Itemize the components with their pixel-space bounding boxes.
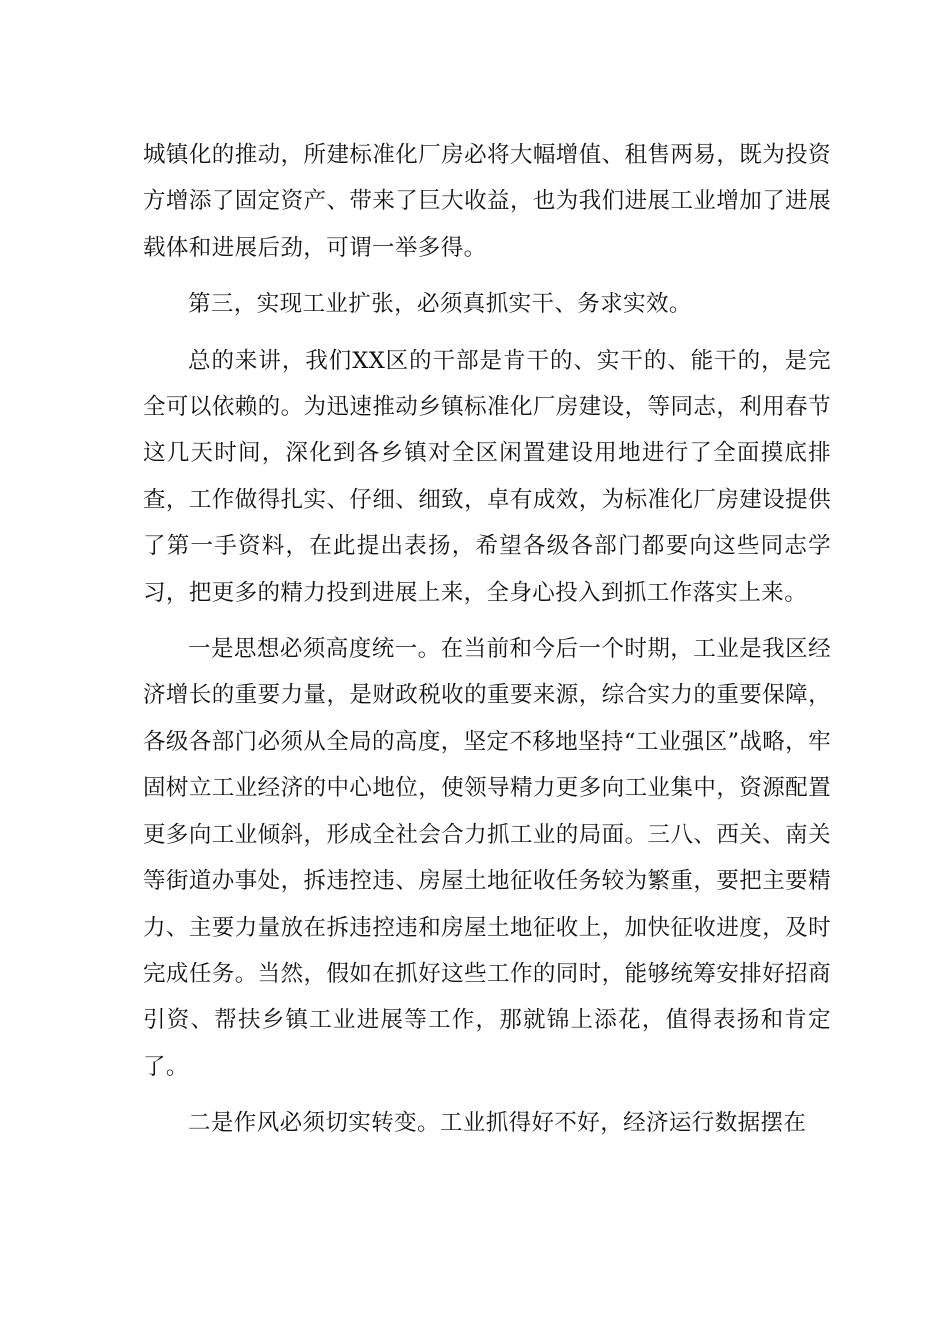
document-body (143, 132, 831, 1157)
paragraph-cadres-praise: 总的来讲，我们XX区的干部是肯干的、实干的、能干的，是完全可以依赖的。为迅速推动乡镇标准化厂房建设，等同志，利用春节这几天时间，深化到各乡镇对全区闲置建设用地进行了全面摸底排查，工作做得扎实、仔细、细致，卓有成效，为标准化厂房建设提供了第一手资料，在此提出表扬，希望各级各部门都要向这些同志学习，把更多的精力投到进展上来，全身心投入到抓工作落实上来。 (143, 347, 831, 606)
paragraph-section-three-heading: 第三，实现工业扩张，必须真抓实干、务求实效。 (188, 291, 692, 318)
paragraph-continued: 城镇化的推动，所建标准化厂房必将大幅增值、租售两易，既为投资方增添了固定资产、带来了巨大收益，也为我们进展工业增加了进展载体和进展后劲，可谓一举多得。 (143, 142, 831, 261)
paragraph-point-two-style: 二是作风必须切实转变。工业抓得好不好，经济运行数据摆在 (188, 1110, 807, 1137)
paragraph-point-one-thinking: 一是思想必须高度统一。在当前和今后一个时期，工业是我区经济增长的重要力量，是财政税收的重要来源，综合实力的重要保障，各级各部门必须从全局的高度，坚定不移地坚持“工业强区”战略，牢固树立工业经济的中心地位，使领导精力更多向工业集中，资源配置更多向工业倾斜，形成全社会合力抓工业的局面。三八、西关、南关等街道办事处，拆违控违、房屋土地征收任务较为繁重，要把主要精力、主要力量放在拆违控违和房屋土地征收上，加快征收进度，及时完成任务。当然，假如在抓好这些工作的同时，能够统筹安排好招商引资、帮扶乡镇工业进展等工作，那就锦上添花，值得表扬和肯定了。 (143, 636, 831, 1080)
